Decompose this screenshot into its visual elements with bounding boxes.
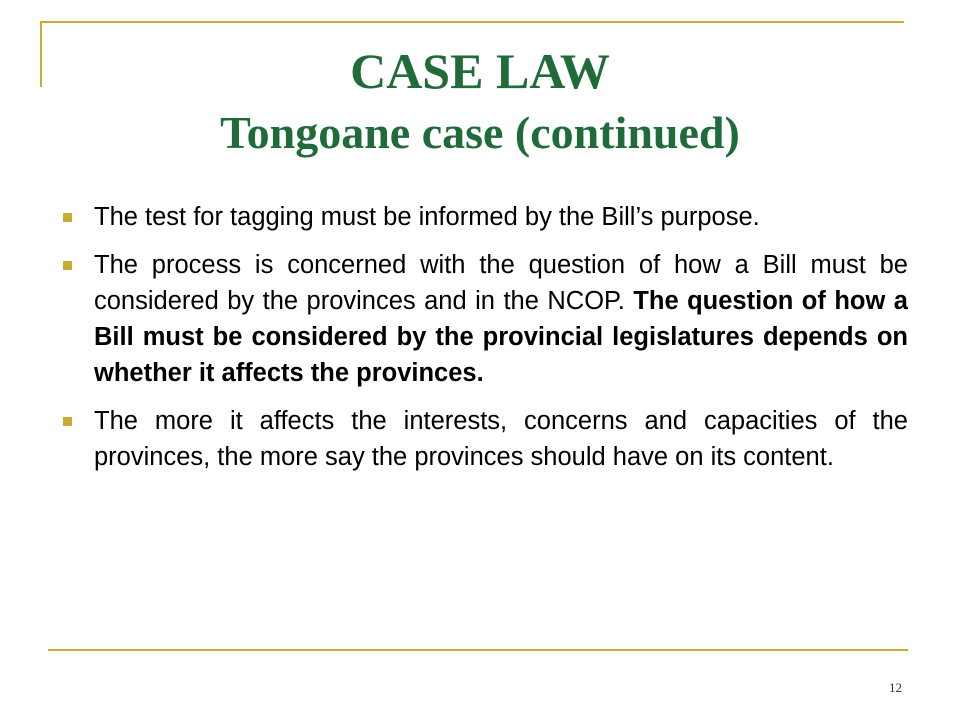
title-line-1: CASE LAW bbox=[350, 43, 610, 99]
square-bullet-icon bbox=[63, 261, 72, 270]
bullet-item bbox=[60, 247, 908, 391]
bullet-text: The process is concerned with the question of how a Bill must be considered by the provinces and in the NCOP. bbox=[94, 251, 908, 315]
bullet-item bbox=[60, 199, 908, 235]
bullet-list bbox=[60, 199, 908, 487]
title-line-2: Tongoane case (continued) bbox=[220, 107, 740, 158]
page-number: 12 bbox=[889, 680, 902, 695]
slide-title bbox=[0, 40, 960, 164]
bullet-text: The test for tagging must be informed by the Bill’s purpose. bbox=[94, 203, 760, 231]
bullet-bold-text: The question of how a Bill must be considered by the provincial legislatures depends on whether it affects the provinces. bbox=[94, 287, 908, 387]
bullet-item bbox=[60, 403, 908, 475]
bullet-text: The more it affects the interests, concerns and capacities of the provinces, the more say the provinces should have on its content. bbox=[94, 407, 908, 471]
square-bullet-icon bbox=[63, 417, 72, 426]
frame-bottom-line bbox=[48, 649, 908, 651]
square-bullet-icon bbox=[63, 213, 72, 222]
frame-top-line bbox=[40, 21, 904, 23]
